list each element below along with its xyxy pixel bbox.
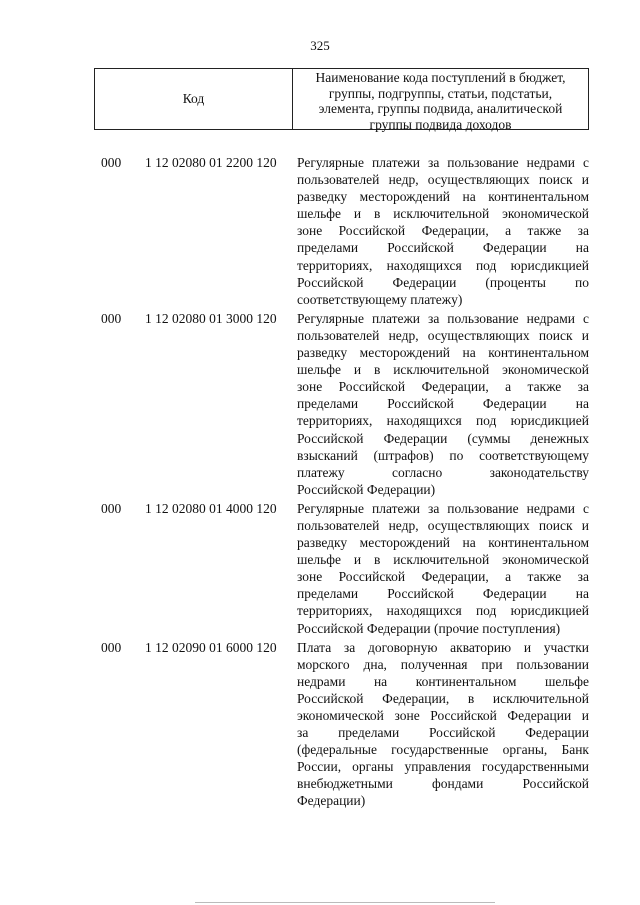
income-code: 1 12 02080 01 2200 120	[145, 155, 277, 170]
description-line: морского дна, полученная при пользовании	[297, 656, 589, 672]
description-line: недрами на континентальном шельфе	[297, 673, 589, 689]
description-line: шельфе и в исключительной экономической	[297, 206, 589, 222]
description-line: пределами Российской Федерации на	[297, 586, 589, 602]
description-line: экономической зоне Российской Федерации и	[297, 708, 589, 723]
header-name-cell	[293, 69, 588, 132]
header-name-line: группы подвида доходов	[369, 116, 512, 132]
admin-code: 000	[101, 155, 122, 170]
admin-code: 000	[101, 639, 122, 655]
description-line: территориях, находящихся под юрисдикцией	[297, 413, 589, 429]
income-code: 1 12 02090 01 6000 120	[145, 639, 277, 655]
description-line: разведку месторождений на континентальном	[297, 189, 589, 205]
description-line: Федерации)	[297, 793, 366, 809]
header-name-line: группы, подгруппы, статьи, подстатьи,	[328, 85, 553, 101]
description-line: взысканий (штрафов) по соответствующему	[297, 447, 589, 463]
table-row	[0, 154, 640, 308]
description-line: Плата за договорную акваторию и участки	[297, 639, 589, 655]
description-line: разведку месторождений на континентальном	[297, 535, 589, 551]
description-line: Регулярные платежи за пользование недрами с	[297, 500, 589, 516]
description-line: за пределами Российской Федерации	[297, 725, 589, 741]
description-line: зоне Российской Федерации, а также за	[297, 223, 589, 239]
description-line: соответствующему платежу)	[297, 291, 463, 307]
description-line: Российской Федерации, в исключительной	[297, 690, 589, 706]
header-name-line: элемента, группы подвида, аналитической	[318, 101, 563, 116]
description-line: пределами Российской Федерации на	[297, 396, 589, 412]
description-line: пользователей недр, осуществляющих поиск и	[297, 327, 589, 343]
description-line: Российской Федерации (суммы денежных	[297, 430, 589, 446]
description-line: Регулярные платежи за пользование недрами с	[297, 155, 589, 170]
description-line: Российской Федерации)	[297, 481, 436, 497]
table-body	[0, 154, 640, 810]
description-line: пределами Российской Федерации на	[297, 240, 589, 256]
table-header	[94, 68, 589, 130]
description-line: Российской Федерации (прочие поступления)	[297, 620, 561, 636]
admin-code: 000	[101, 500, 122, 516]
income-code: 1 12 02080 01 3000 120	[145, 310, 277, 326]
header-name-line: Наименование кода поступлений в бюджет,	[315, 70, 566, 85]
description-line: (федеральные государственные органы, Банк	[297, 742, 589, 758]
description-line: России, органы управления государственными	[297, 759, 589, 775]
description-line: зоне Российской Федерации, а также за	[297, 379, 589, 395]
table-row	[0, 639, 640, 810]
description-line: зоне Российской Федерации, а также за	[297, 569, 589, 585]
description-line: территориях, находящихся под юрисдикцией	[297, 603, 589, 619]
description-line: шельфе и в исключительной экономической	[297, 552, 589, 568]
income-description	[297, 639, 589, 810]
table-row	[0, 500, 640, 637]
description-line: платежу согласно законодательству	[297, 464, 589, 480]
description-line: пользователей недр, осуществляющих поиск и	[297, 517, 589, 533]
description-line: Российской Федерации (проценты по	[297, 274, 589, 290]
header-code-label: Код	[182, 91, 205, 106]
description-line: шельфе и в исключительной экономической	[297, 362, 589, 378]
description-line: пользователей недр, осуществляющих поиск и	[297, 172, 589, 188]
description-line: внебюджетными фондами Российской	[297, 776, 589, 792]
header-code-cell	[95, 69, 293, 129]
description-line: территориях, находящихся под юрисдикцией	[297, 257, 589, 273]
income-description	[297, 154, 589, 308]
income-description	[297, 500, 589, 637]
description-line: Регулярные платежи за пользование недрами с	[297, 310, 589, 326]
page-number: 325	[310, 38, 330, 53]
description-line: разведку месторождений на континентальном	[297, 345, 589, 361]
admin-code: 000	[101, 310, 122, 326]
income-code: 1 12 02080 01 4000 120	[145, 500, 277, 516]
income-description	[297, 310, 589, 498]
table-row	[0, 310, 640, 498]
page-bottom-rule	[195, 902, 495, 903]
